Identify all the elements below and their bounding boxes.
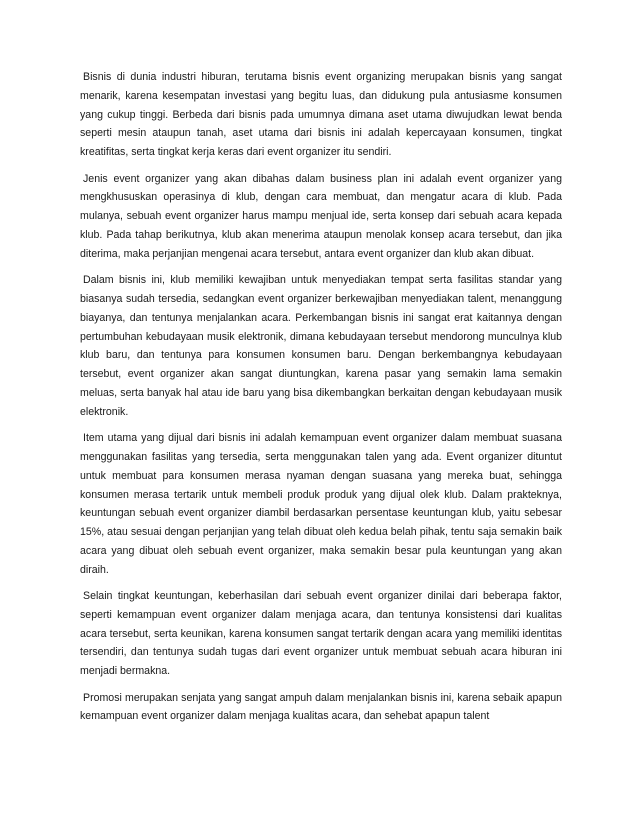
paragraph-5: Selain tingkat keuntungan, keberhasilan dari sebuah event organizer dinilai dari beberapa faktor, seperti kemampuan event organizer dalam menjaga acara, dan tentunya konsistensi dari kualitas acara tersebut, serta keunikan, karena konsumen sangat tertarik dengan acara yang memiliki identitas tersendiri, dan tentunya sudah tugas dari event organizer untuk membuat sebuah acara hiburan ini menjadi bermakna. [80,590,562,678]
paragraph-6: Promosi merupakan senjata yang sangat ampuh dalam menjalankan bisnis ini, karena sebaik apapun kemampuan event organizer dalam menjaga kualitas acara, dan sehebat apapun talent [80,691,562,723]
document-body [80,68,562,734]
paragraph-2: Jenis event organizer yang akan dibahas dalam business plan ini adalah event organizer yang mengkhususkan operasinya di klub, dengan cara membuat, dan mengatur acara di klub. Pada mulanya, sebuah event organizer harus mampu menjual ide, serta konsep dari sebuah acara kepada klub. Pada tahap berikutnya, klub akan menerima ataupun menolak konsep acara tersebut, dan jika diterima, maka perjanjian mengenai acara tersebut, antara event organizer dan klub akan dibuat. [80,172,562,260]
paragraph-1: Bisnis di dunia industri hiburan, terutama bisnis event organizing merupakan bisnis yang sangat menarik, karena kesempatan investasi yang begitu luas, dan didukung pula antusiasme konsumen yang cukup tinggi. Berbeda dari bisnis pada umumnya dimana aset utama diwujudkan lewat benda seperti mesin ataupun tanah, aset utama dari bisnis ini adalah kepercayaan konsumen, tingkat kreatifitas, serta tingkat kerja keras dari event organizer itu sendiri. [80,71,562,159]
paragraph-4: Item utama yang dijual dari bisnis ini adalah kemampuan event organizer dalam membuat suasana menggunakan fasilitas yang tersedia, serta menggunakan talen yang ada. Event organizer dituntut untuk membuat para konsumen merasa nyaman dengan suasana yang mereka buat, sehingga konsumen merasa tertarik untuk membeli produk produk yang dijual olek klub. Dalam prakteknya, keuntungan sebuah event organizer diambil berdasarkan persentase keuntungan klub, yaitu sebesar 15%, atau sesuai dengan perjanjian yang telah dibuat oleh kedua belah pihak, tentu saja semakin baik acara yang dibuat oleh sebuah event organizer, maka semakin besar pula keuntungan yang akan diraih. [80,432,562,576]
paragraph-3: Dalam bisnis ini, klub memiliki kewajiban untuk menyediakan tempat serta fasilitas standar yang biasanya sudah tersedia, sedangkan event organizer berkewajiban menyediakan talent, menanggung biayanya, dan tentunya menjalankan acara. Perkembangan bisnis ini sangat erat kaitannya dengan pertumbuhan kebudayaan musik elektronik, dimana kebudayaan tersebut mendorong munculnya klub klub baru, dan tentunya para konsumen konsumen baru. Dengan berkembangnya kebudayaan tersebut, event organizer akan sangat diuntungkan, karena pasar yang semakin lama semakin meluas, serta banyak hal atau ide baru yang bisa dikembangkan berkaitan dengan kebudayaan musik elektronik. [80,274,562,418]
